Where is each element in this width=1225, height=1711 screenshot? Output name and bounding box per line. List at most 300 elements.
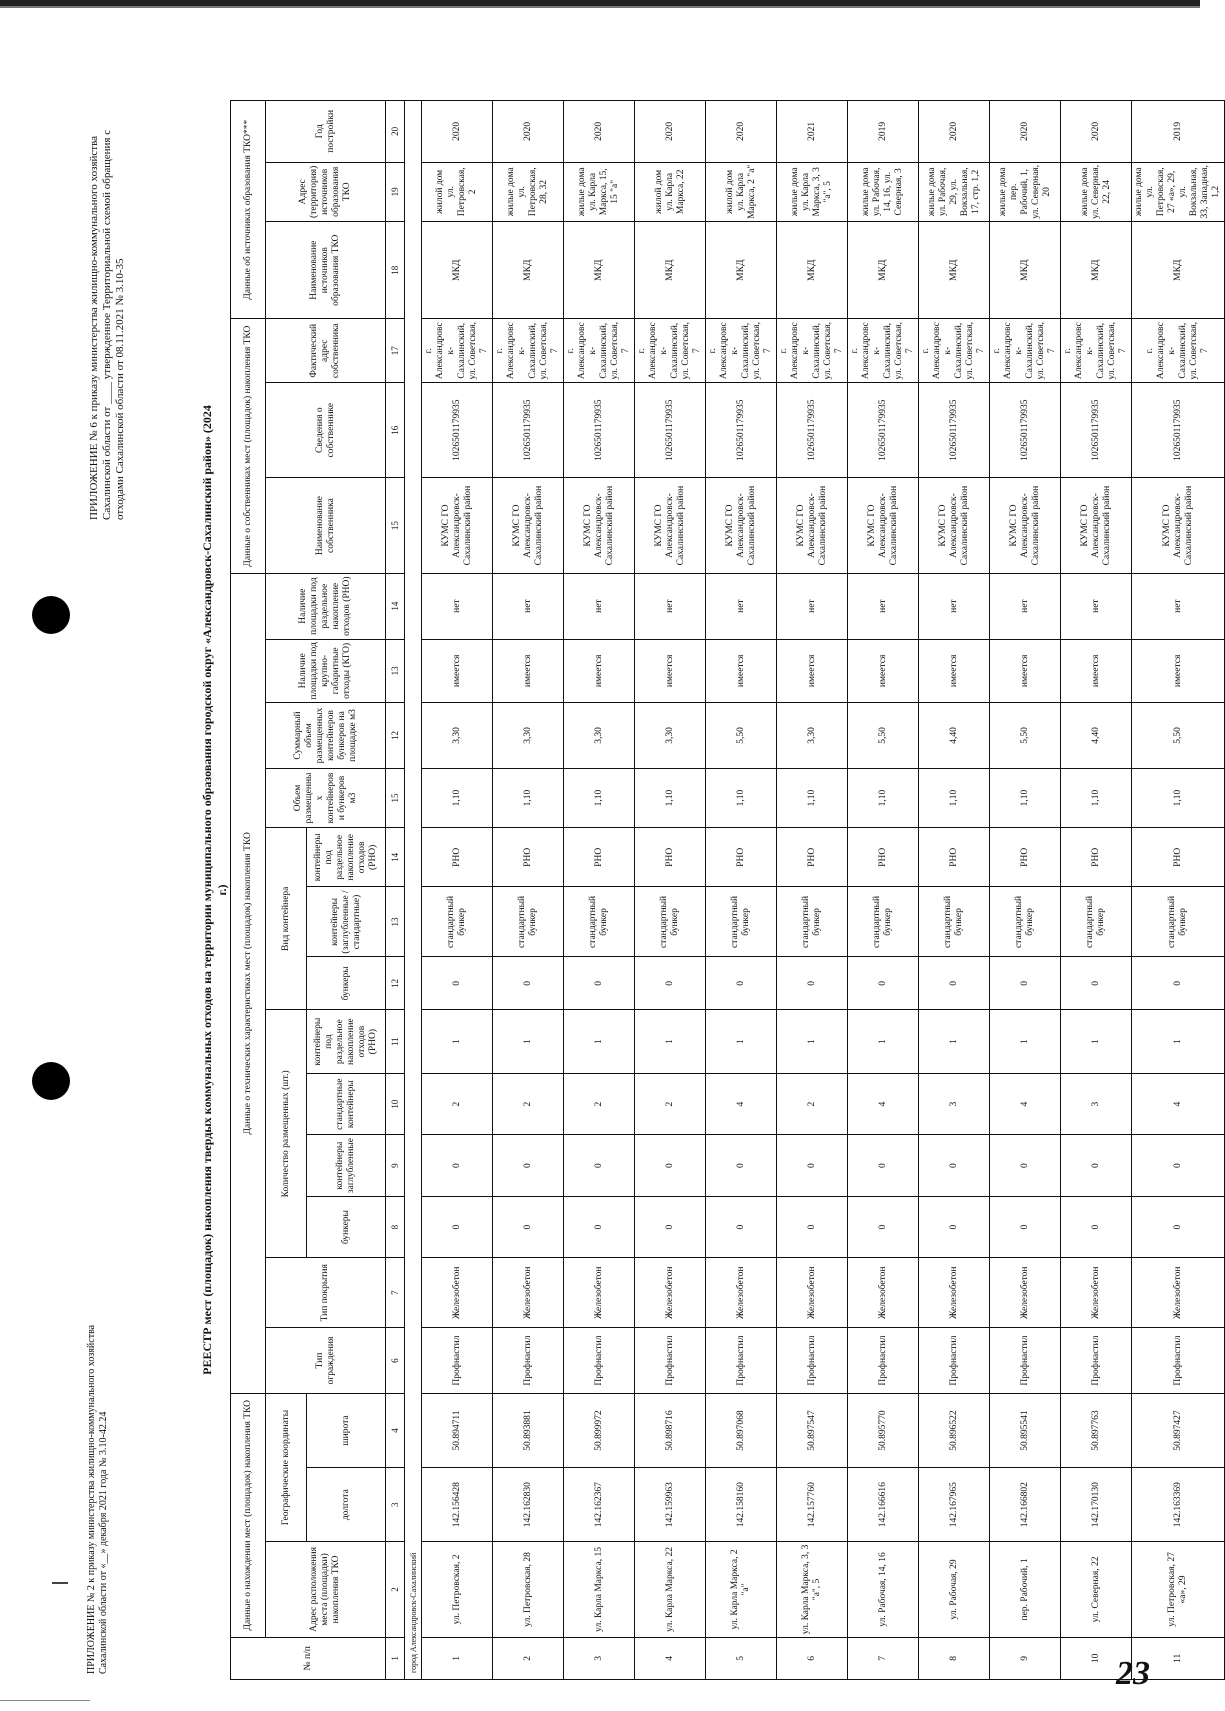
cell-ct: стандартный бункер — [564, 887, 635, 957]
cell-saddr: жилой дом ул. Карла Маркса, 22 — [635, 162, 706, 221]
cell-year: 2020 — [564, 101, 635, 163]
cell-ct: стандартный бункер — [493, 887, 564, 957]
column-number: 13 — [386, 887, 405, 957]
cell-vol: 1,10 — [1061, 768, 1132, 827]
cell-lat: 142.156428 — [422, 1468, 493, 1542]
cell-rno: РНО — [848, 828, 919, 887]
cell-cover: Железобетон — [422, 1258, 493, 1328]
cell-addr: ул. Петровская, 28 — [493, 1542, 564, 1637]
cell-b2: 0 — [848, 957, 919, 1010]
cell-b: 0 — [635, 1196, 706, 1257]
cell-lat: 142.157760 — [777, 1468, 848, 1542]
cell-ogrn: 1026501179935 — [777, 383, 848, 478]
header-address: Адрес расположения места (площадки) накопления ТКО — [266, 1542, 386, 1637]
cell-b: 0 — [706, 1196, 777, 1257]
cell-rnop: нет — [848, 573, 919, 639]
cell-r: 1 — [635, 1010, 706, 1074]
cell-z: 0 — [422, 1135, 493, 1196]
cell-vol: 1,10 — [493, 768, 564, 827]
header-source-address: Адрес (территория) источников образования ТКО — [266, 162, 386, 221]
cell-rnop: нет — [493, 573, 564, 639]
margin-mark — [52, 1582, 68, 1584]
cell-ogrn: 1026501179935 — [422, 383, 493, 478]
cell-rnop: нет — [635, 573, 706, 639]
cell-kgo: имеется — [493, 639, 564, 703]
cell-kgo: имеется — [848, 639, 919, 703]
cell-ogrn: 1026501179935 — [706, 383, 777, 478]
cell-saddr: жилые дома ул. Петровская, 28, 32 — [493, 162, 564, 221]
header-source: Данные об источниках образования ТКО*** — [231, 101, 266, 319]
header-owner-ogrn: Сведения о собственнике — [266, 383, 386, 478]
cell-lon: 50.897427 — [1132, 1393, 1225, 1467]
table-row — [848, 101, 919, 1680]
cell-sname: МКД — [422, 221, 493, 318]
cell-b: 0 — [990, 1196, 1061, 1257]
cell-r: 1 — [1061, 1010, 1132, 1074]
cell-ct: стандартный бункер — [635, 887, 706, 957]
column-number: 3 — [386, 1468, 405, 1542]
cell-b2: 0 — [919, 957, 990, 1010]
cell-vol: 1,10 — [706, 768, 777, 827]
cell-ct: стандартный бункер — [990, 887, 1061, 957]
cell-fence: Профнастил — [635, 1328, 706, 1394]
column-number: 9 — [386, 1135, 405, 1196]
cell-lat: 142.158160 — [706, 1468, 777, 1542]
cell-addr: ул. Рабочая, 29 — [919, 1542, 990, 1637]
cell-s: 3 — [1061, 1073, 1132, 1134]
cell-oaddr: г. Александровск-Сахалинский, ул. Советская, 7 — [564, 319, 635, 383]
cell-b2: 0 — [564, 957, 635, 1010]
cell-s: 2 — [564, 1073, 635, 1134]
cell-z: 0 — [1061, 1135, 1132, 1196]
cell-lon: 50.899972 — [564, 1393, 635, 1467]
cell-n: 1 — [422, 1637, 493, 1679]
cell-vol: 1,10 — [919, 768, 990, 827]
cell-vol: 1,10 — [1132, 768, 1225, 827]
scan-top-shadow — [0, 6, 1200, 8]
cell-b: 0 — [493, 1196, 564, 1257]
table-row — [990, 101, 1061, 1680]
cell-year: 2019 — [848, 101, 919, 163]
header-year: Год постройки — [266, 101, 386, 163]
cell-b: 0 — [848, 1196, 919, 1257]
register-table — [230, 100, 1225, 1680]
register-sheet — [80, 100, 1221, 1680]
cell-year: 2020 — [919, 101, 990, 163]
cell-lon: 50.895541 — [990, 1393, 1061, 1467]
cell-cover: Железобетон — [1132, 1258, 1225, 1328]
column-number: 13 — [386, 639, 405, 703]
cell-cover: Железобетон — [777, 1258, 848, 1328]
cell-s: 2 — [777, 1073, 848, 1134]
cell-n: 9 — [990, 1637, 1061, 1679]
header-c13: контейнеры (заглубленные / стандартные) — [307, 887, 386, 957]
cell-rno: РНО — [422, 828, 493, 887]
cell-r: 1 — [422, 1010, 493, 1074]
cell-saddr: жилые дома ул. Северная, 22, 24 — [1061, 162, 1132, 221]
cell-oname: КУМС ГО Александровск-Сахалинский район — [564, 478, 635, 573]
cell-addr: ул. Карла Маркса, 22 — [635, 1542, 706, 1637]
cell-fence: Профнастил — [1061, 1328, 1132, 1394]
cell-b: 0 — [1132, 1196, 1225, 1257]
cell-ct: стандартный бункер — [1132, 887, 1225, 957]
cell-ogrn: 1026501179935 — [564, 383, 635, 478]
header-c12: бункеры — [307, 957, 386, 1010]
header-location: Данные о нахождении мест (площадок) накопления ТКО — [231, 1393, 266, 1637]
cell-addr: ул. Петровская, 2 — [422, 1542, 493, 1637]
header-count: Количество размещенных (шт.) — [266, 1010, 307, 1258]
cell-rno: РНО — [1061, 828, 1132, 887]
punch-hole-top — [32, 596, 70, 634]
header-owner: Данные о собственниках мест (площадок) накопления ТКО — [231, 319, 266, 573]
cell-vol: 1,10 — [635, 768, 706, 827]
cell-b: 0 — [919, 1196, 990, 1257]
cell-s: 2 — [422, 1073, 493, 1134]
cell-oname: КУМС ГО Александровск-Сахалинский район — [777, 478, 848, 573]
cell-b2: 0 — [493, 957, 564, 1010]
cell-saddr: жилые дома ул. Карла Маркса, 15, 15 "а" — [564, 162, 635, 221]
cell-oname: КУМС ГО Александровск-Сахалинский район — [422, 478, 493, 573]
cell-cover: Железобетон — [848, 1258, 919, 1328]
table-row — [919, 101, 990, 1680]
header-type: Вид контейнера — [266, 828, 307, 1010]
cell-oname: КУМС ГО Александровск-Сахалинский район — [919, 478, 990, 573]
cell-rnop: нет — [990, 573, 1061, 639]
cell-sname: МКД — [635, 221, 706, 318]
cell-lon: 50.897068 — [706, 1393, 777, 1467]
header-c14: контейнеры под раздельное накопление отходов (РНО) — [307, 828, 386, 887]
cell-n: 10 — [1061, 1637, 1132, 1679]
column-number: 18 — [386, 221, 405, 318]
cell-total: 3,30 — [422, 703, 493, 769]
cell-kgo: имеется — [919, 639, 990, 703]
cell-fence: Профнастил — [919, 1328, 990, 1394]
cell-year: 2019 — [1132, 101, 1225, 163]
appendix-header-left: ПРИЛОЖЕНИЕ № 2 к приказу министерства жилищно-коммунального хозяйства Сахалинской области от «__» декабря 2021 года № 3.10-42.24 — [86, 1324, 109, 1674]
cell-addr: ул. Петровская, 27 «а», 29 — [1132, 1542, 1225, 1637]
column-number: 15 — [386, 478, 405, 573]
cell-kgo: имеется — [777, 639, 848, 703]
column-number: 11 — [386, 1010, 405, 1074]
cell-saddr: жилой дом ул. Карла Маркса, 2 "а" — [706, 162, 777, 221]
cell-sname: МКД — [990, 221, 1061, 318]
punch-hole-bottom — [32, 1062, 70, 1100]
cell-b: 0 — [422, 1196, 493, 1257]
column-number: 6 — [386, 1328, 405, 1394]
cell-fence: Профнастил — [848, 1328, 919, 1394]
group-label: город Александровск-Сахалинский — [405, 101, 422, 1680]
cell-lon: 50.898716 — [635, 1393, 706, 1467]
cell-lat: 142.162367 — [564, 1468, 635, 1542]
cell-b: 0 — [564, 1196, 635, 1257]
cell-n: 5 — [706, 1637, 777, 1679]
cell-rno: РНО — [706, 828, 777, 887]
cell-addr: ул. Карла Маркса, 3, 3 "а", 5 — [777, 1542, 848, 1637]
cell-saddr: жилые дома ул. Карла Маркса, 3, 3 "а", 5 — [777, 162, 848, 221]
cell-z: 0 — [706, 1135, 777, 1196]
column-number: 14 — [386, 828, 405, 887]
cell-cover: Железобетон — [493, 1258, 564, 1328]
cell-oaddr: г. Александровск-Сахалинский, ул. Советская, 7 — [919, 319, 990, 383]
cell-n: 8 — [919, 1637, 990, 1679]
cell-z: 0 — [848, 1135, 919, 1196]
table-row — [706, 101, 777, 1680]
cell-s: 4 — [848, 1073, 919, 1134]
cell-fence: Профнастил — [706, 1328, 777, 1394]
column-number: 19 — [386, 162, 405, 221]
cell-rnop: нет — [706, 573, 777, 639]
cell-total: 3,30 — [564, 703, 635, 769]
cell-year: 2020 — [422, 101, 493, 163]
header-source-name: Наименование источников образования ТКО — [266, 221, 386, 318]
cell-saddr: жилые дома ул. Рабочая, 14, 16, ул. Северная, 3 — [848, 162, 919, 221]
header-fence: Тип ограждения — [266, 1328, 386, 1394]
header-c9: контейнеры заглубленные — [307, 1135, 386, 1196]
cell-total: 5,50 — [990, 703, 1061, 769]
column-number: 8 — [386, 1196, 405, 1257]
cell-z: 0 — [493, 1135, 564, 1196]
column-number: 2 — [386, 1542, 405, 1637]
cell-rno: РНО — [1132, 828, 1225, 887]
cell-n: 2 — [493, 1637, 564, 1679]
cell-ogrn: 1026501179935 — [1132, 383, 1225, 478]
cell-kgo: имеется — [1061, 639, 1132, 703]
cell-rnop: нет — [1132, 573, 1225, 639]
column-number: 10 — [386, 1073, 405, 1134]
cell-oaddr: г. Александровск-Сахалинский, ул. Советская, 7 — [422, 319, 493, 383]
cell-lat: 142.166802 — [990, 1468, 1061, 1542]
cell-ct: стандартный бункер — [706, 887, 777, 957]
cell-rnop: нет — [1061, 573, 1132, 639]
cell-ct: стандартный бункер — [919, 887, 990, 957]
table-row — [493, 101, 564, 1680]
cell-rno: РНО — [635, 828, 706, 887]
cell-ogrn: 1026501179935 — [493, 383, 564, 478]
column-number: 12 — [386, 957, 405, 1010]
cell-ct: стандартный бункер — [422, 887, 493, 957]
page-number: 23 — [1116, 1655, 1150, 1692]
cell-b: 0 — [777, 1196, 848, 1257]
header-volume: Объем размещенных контейнеров и бункеров м3 — [266, 768, 386, 827]
cell-r: 1 — [919, 1010, 990, 1074]
header-owner-address: Фактический адрес собственника — [266, 319, 386, 383]
rotated-page-area — [80, 100, 1221, 1680]
cell-kgo: имеется — [1132, 639, 1225, 703]
header-tech: Данные о технических характеристиках мест (площадок) накопления ТКО — [231, 573, 266, 1393]
table-row — [635, 101, 706, 1680]
cell-ct: стандартный бункер — [1061, 887, 1132, 957]
cell-rnop: нет — [777, 573, 848, 639]
cell-oname: КУМС ГО Александровск-Сахалинский район — [493, 478, 564, 573]
cell-total: 5,50 — [706, 703, 777, 769]
cell-fence: Профнастил — [1132, 1328, 1225, 1394]
cell-year: 2020 — [493, 101, 564, 163]
cell-oname: КУМС ГО Александровск-Сахалинский район — [635, 478, 706, 573]
column-number: 16 — [386, 383, 405, 478]
header-lat: долгота — [307, 1468, 386, 1542]
cell-ogrn: 1026501179935 — [848, 383, 919, 478]
cell-saddr: жилые дома ул. Рабочая, 29, ул. Вокзальная, 17, стр. 1,2 — [919, 162, 990, 221]
cell-year: 2020 — [635, 101, 706, 163]
cell-z: 0 — [1132, 1135, 1225, 1196]
cell-s: 4 — [990, 1073, 1061, 1134]
cell-n: 7 — [848, 1637, 919, 1679]
cell-r: 1 — [1132, 1010, 1225, 1074]
cell-rno: РНО — [564, 828, 635, 887]
table-row — [1061, 101, 1132, 1680]
cell-n: 3 — [564, 1637, 635, 1679]
table-row — [422, 101, 493, 1680]
cell-z: 0 — [990, 1135, 1061, 1196]
cell-s: 4 — [1132, 1073, 1225, 1134]
column-number: 20 — [386, 101, 405, 163]
cell-fence: Профнастил — [564, 1328, 635, 1394]
cell-z: 0 — [777, 1135, 848, 1196]
cell-total: 4,40 — [1061, 703, 1132, 769]
cell-cover: Железобетон — [1061, 1258, 1132, 1328]
cell-kgo: имеется — [422, 639, 493, 703]
cell-z: 0 — [564, 1135, 635, 1196]
cell-oname: КУМС ГО Александровск-Сахалинский район — [990, 478, 1061, 573]
cell-r: 1 — [990, 1010, 1061, 1074]
cell-oname: КУМС ГО Александровск-Сахалинский район — [706, 478, 777, 573]
cell-ogrn: 1026501179935 — [990, 383, 1061, 478]
cell-lat: 142.170130 — [1061, 1468, 1132, 1542]
cell-oaddr: г. Александровск-Сахалинский, ул. Советская, 7 — [493, 319, 564, 383]
column-number: 15 — [386, 768, 405, 827]
cell-rnop: нет — [422, 573, 493, 639]
cell-lon: 50.896522 — [919, 1393, 990, 1467]
cell-r: 1 — [706, 1010, 777, 1074]
cell-saddr: жилые дома пер. Рабочий, 1, ул. Северная, 20 — [990, 162, 1061, 221]
cell-oaddr: г. Александровск-Сахалинский, ул. Советская, 7 — [848, 319, 919, 383]
cell-b: 0 — [1061, 1196, 1132, 1257]
cell-lat: 142.166616 — [848, 1468, 919, 1542]
cell-cover: Железобетон — [706, 1258, 777, 1328]
cell-addr: ул. Рабочая, 14, 16 — [848, 1542, 919, 1637]
cell-addr: ул. Северная, 22 — [1061, 1542, 1132, 1637]
header-c8: бункеры — [307, 1196, 386, 1257]
cell-total: 3,30 — [777, 703, 848, 769]
cell-sname: МКД — [706, 221, 777, 318]
cell-kgo: имеется — [706, 639, 777, 703]
cell-b2: 0 — [990, 957, 1061, 1010]
cell-year: 2021 — [777, 101, 848, 163]
cell-r: 1 — [848, 1010, 919, 1074]
cell-lat: 142.162830 — [493, 1468, 564, 1542]
cell-vol: 1,10 — [848, 768, 919, 827]
cell-rno: РНО — [493, 828, 564, 887]
register-body — [386, 101, 1225, 1680]
cell-sname: МКД — [919, 221, 990, 318]
table-row — [777, 101, 848, 1680]
header-owner-name: Наименование собственника — [266, 478, 386, 573]
cell-vol: 1,10 — [777, 768, 848, 827]
cell-lat: 142.163369 — [1132, 1468, 1225, 1542]
cell-s: 2 — [493, 1073, 564, 1134]
appendix-header-right: ПРИЛОЖЕНИЕ № 6 к приказу министерства жилищно-коммунального хозяйства Сахалинской области от ____ утвержденное Территориальной схемой обращения с отходами Сахалинской области от 08.11.2021 № 3.10-35 — [88, 129, 126, 520]
cell-b2: 0 — [706, 957, 777, 1010]
cell-sname: МКД — [564, 221, 635, 318]
cell-ogrn: 1026501179935 — [1061, 383, 1132, 478]
cell-kgo: имеется — [990, 639, 1061, 703]
cell-cover: Железобетон — [919, 1258, 990, 1328]
cell-oaddr: г. Александровск-Сахалинский, ул. Советская, 7 — [1132, 319, 1225, 383]
cell-rno: РНО — [990, 828, 1061, 887]
cell-vol: 1,10 — [422, 768, 493, 827]
column-number: 7 — [386, 1258, 405, 1328]
cell-ct: стандартный бункер — [777, 887, 848, 957]
cell-cover: Железобетон — [564, 1258, 635, 1328]
cell-sname: МКД — [777, 221, 848, 318]
cell-z: 0 — [635, 1135, 706, 1196]
cell-total: 3,30 — [635, 703, 706, 769]
cell-ogrn: 1026501179935 — [919, 383, 990, 478]
cell-addr: пер. Рабочий, 1 — [990, 1542, 1061, 1637]
cell-cover: Железобетон — [635, 1258, 706, 1328]
cell-oaddr: г. Александровск-Сахалинский, ул. Советская, 7 — [635, 319, 706, 383]
cell-year: 2020 — [990, 101, 1061, 163]
header-lon: широта — [307, 1393, 386, 1467]
cell-year: 2020 — [706, 101, 777, 163]
cell-n: 11 — [1132, 1637, 1225, 1679]
cell-total: 5,50 — [848, 703, 919, 769]
column-number: 1 — [386, 1637, 405, 1679]
cell-b2: 0 — [1061, 957, 1132, 1010]
header-total: Суммарный объем размещенных контейнеров бункеров на площадке м3 — [266, 703, 386, 769]
cell-fence: Профнастил — [422, 1328, 493, 1394]
header-cover: Тип покрытия — [266, 1258, 386, 1328]
table-row — [1132, 101, 1225, 1680]
cell-kgo: имеется — [564, 639, 635, 703]
header-c11: контейнеры под раздельное накопление отходов (РНО) — [307, 1010, 386, 1074]
cell-total: 4,40 — [919, 703, 990, 769]
scan-bottom-edge — [0, 1700, 90, 1701]
cell-b2: 0 — [1132, 957, 1225, 1010]
cell-total: 3,30 — [493, 703, 564, 769]
cell-rno: РНО — [777, 828, 848, 887]
cell-addr: ул. Карла Маркса, 15 — [564, 1542, 635, 1637]
column-number: 12 — [386, 703, 405, 769]
header-rno: Наличие площадки под раздельное накопление отходов (РНО) — [266, 573, 386, 639]
column-number: 4 — [386, 1393, 405, 1467]
cell-rno: РНО — [919, 828, 990, 887]
cell-saddr: жилые дома ул. Петровская, 27 «а», 29, ул. Вокзальная, 33, Западная, 1,2 — [1132, 162, 1225, 221]
cell-vol: 1,10 — [990, 768, 1061, 827]
header-c10: стандартные контейнеры — [307, 1073, 386, 1134]
cell-ogrn: 1026501179935 — [635, 383, 706, 478]
cell-saddr: жилой дом ул. Петровская, 2 — [422, 162, 493, 221]
cell-oname: КУМС ГО Александровск-Сахалинский район — [1061, 478, 1132, 573]
cell-oaddr: г. Александровск-Сахалинский, ул. Советская, 7 — [990, 319, 1061, 383]
cell-fence: Профнастил — [990, 1328, 1061, 1394]
header-kgo: Наличие площадки под крупно-габаритные отходы (КГО) — [266, 639, 386, 703]
cell-cover: Железобетон — [990, 1258, 1061, 1328]
cell-lon: 50.895770 — [848, 1393, 919, 1467]
cell-lat: 142.167965 — [919, 1468, 990, 1542]
cell-addr: ул. Карла Маркса, 2 "а" — [706, 1542, 777, 1637]
cell-s: 4 — [706, 1073, 777, 1134]
cell-r: 1 — [777, 1010, 848, 1074]
cell-b2: 0 — [422, 957, 493, 1010]
cell-sname: МКД — [1061, 221, 1132, 318]
cell-lon: 50.897763 — [1061, 1393, 1132, 1467]
cell-n: 4 — [635, 1637, 706, 1679]
header-geo: Географические координаты — [266, 1393, 307, 1541]
column-number-row — [386, 101, 405, 1680]
document-title: РЕЕСТР мест (площадок) накопления твердых коммунальных отходов на территории муниципального образования городской округ «Александровск-Сахалинский район» (2024 г.) — [200, 405, 229, 1375]
cell-sname: МКД — [493, 221, 564, 318]
